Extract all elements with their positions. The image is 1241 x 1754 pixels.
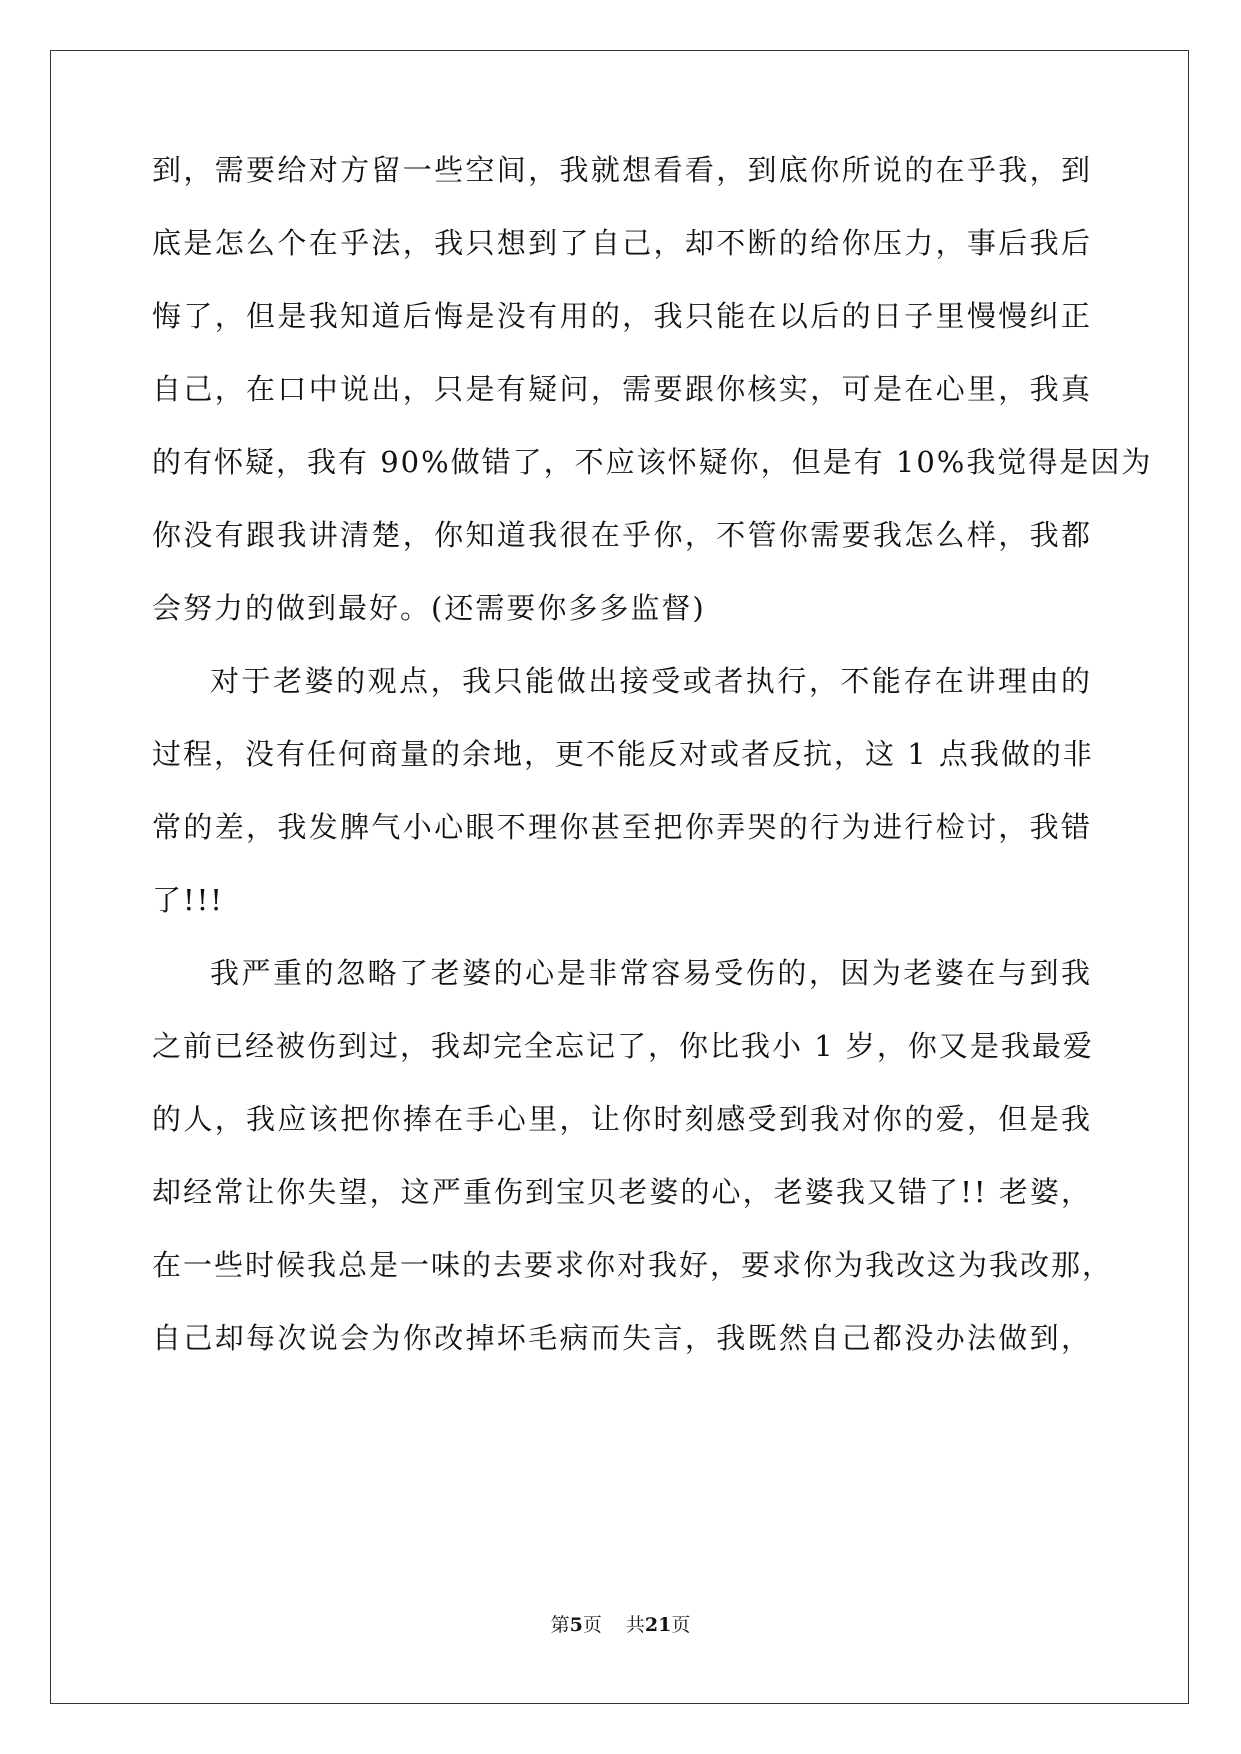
- text-line: 过程，没有任何商量的余地，更不能反对或者反抗，这 1 点我做的非: [152, 737, 1094, 771]
- total-suffix: 页: [671, 1614, 691, 1636]
- text-line: 之前已经被伤到过，我却完全忘记了，你比我小 1 岁，你又是我最爱: [152, 1029, 1094, 1063]
- text-line: 自己，在口中说出，只是有疑问，需要跟你核实，可是在心里，我真: [152, 372, 1092, 406]
- total-prefix: 共: [625, 1614, 645, 1636]
- text-line: 会努力的做到最好。(还需要你多多监督): [152, 591, 706, 625]
- paragraph-first-line: 我严重的忽略了老婆的心是非常容易受伤的，因为老婆在与到我: [210, 956, 1092, 990]
- page-number: 5: [569, 1614, 583, 1636]
- text-line: 自己却每次说会为你改掉坏毛病而失言，我既然自己都没办法做到，: [152, 1321, 1092, 1355]
- total-pages: 21: [644, 1614, 672, 1636]
- page-prefix: 第: [550, 1614, 570, 1636]
- paragraph-first-line: 对于老婆的观点，我只能做出接受或者执行，不能存在讲理由的: [210, 664, 1092, 698]
- text-line: 的人，我应该把你捧在手心里，让你时刻感受到我对你的爱，但是我: [152, 1102, 1092, 1136]
- page-suffix: 页: [582, 1614, 602, 1636]
- text-line: 的有怀疑，我有 90%做错了，不应该怀疑你，但是有 10%我觉得是因为: [152, 445, 1153, 479]
- text-line: 常的差，我发脾气小心眼不理你甚至把你弄哭的行为进行检讨，我错: [152, 810, 1092, 844]
- text-line: 悔了，但是我知道后悔是没有用的，我只能在以后的日子里慢慢纠正: [152, 299, 1092, 333]
- text-line: 你没有跟我讲清楚，你知道我很在乎你，不管你需要我怎么样，我都: [152, 518, 1092, 552]
- text-line: 到，需要给对方留一些空间，我就想看看，到底你所说的在乎我，到: [152, 153, 1092, 187]
- text-line: 底是怎么个在乎法，我只想到了自己，却不断的给你压力，事后我后: [152, 226, 1092, 260]
- text-line: 了!!!: [152, 883, 224, 917]
- page-footer: [0, 1613, 1241, 1637]
- text-line: 却经常让你失望，这严重伤到宝贝老婆的心，老婆我又错了!! 老婆，: [152, 1175, 1092, 1209]
- text-line: 在一些时候我总是一味的去要求你对我好，要求你为我改这为我改那，: [152, 1248, 1114, 1282]
